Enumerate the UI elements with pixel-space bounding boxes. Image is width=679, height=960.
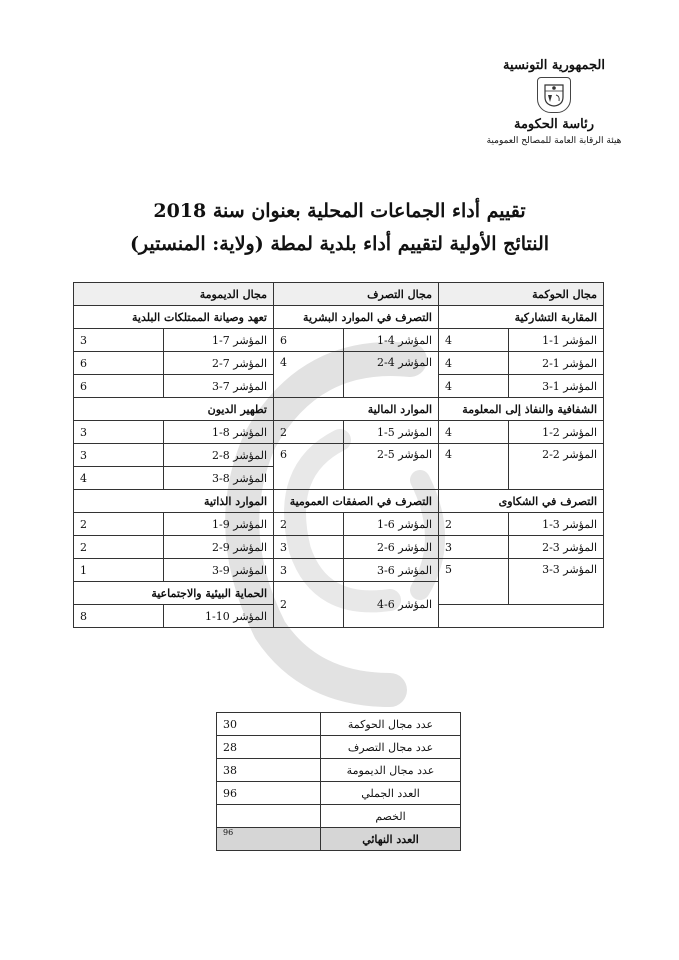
- indicator-value: 6: [74, 375, 164, 398]
- score-value: 28: [217, 736, 321, 759]
- indicator-label: المؤشر 3-1: [509, 513, 604, 536]
- indicator-value: 4: [274, 352, 344, 398]
- indicator-label: المؤشر 9-3: [164, 559, 274, 582]
- indicator-label: المؤشر 10-1: [164, 605, 274, 628]
- indicator-label: المؤشر 9-1: [164, 513, 274, 536]
- indicator-value: 3: [439, 536, 509, 559]
- indicator-value: 4: [439, 329, 509, 352]
- indicator-label: المؤشر 4-2: [344, 352, 439, 398]
- indicator-value: 2: [274, 421, 344, 444]
- indicator-value: 4: [439, 352, 509, 375]
- section-participatory: المقاربة التشاركية: [439, 306, 604, 329]
- indicator-label: المؤشر 3-3: [509, 559, 604, 605]
- indicator-value: 8: [74, 605, 164, 628]
- score-label: عدد مجال الحوكمة: [321, 713, 461, 736]
- indicator-label: المؤشر 6-2: [344, 536, 439, 559]
- score-label: الخصم: [321, 805, 461, 828]
- score-value: 38: [217, 759, 321, 782]
- indicator-label: المؤشر 7-2: [164, 352, 274, 375]
- final-score-value: 96: [217, 828, 321, 851]
- section-hr: التصرف في الموارد البشرية: [274, 306, 439, 329]
- indicator-value: 4: [439, 375, 509, 398]
- score-summary-table: [216, 712, 461, 851]
- indicator-value: 6: [274, 444, 344, 490]
- section-debt: تطهير الديون: [74, 398, 274, 421]
- indicator-label: المؤشر 2-1: [509, 421, 604, 444]
- indicator-label: المؤشر 5-1: [344, 421, 439, 444]
- section-transparency: الشفافية والنفاذ إلى المعلومة: [439, 398, 604, 421]
- indicator-value: 2: [74, 513, 164, 536]
- domain-governance-header: مجال الحوكمة: [439, 283, 604, 306]
- indicator-value: 3: [74, 421, 164, 444]
- indicator-value: 2: [74, 536, 164, 559]
- indicator-value: 4: [74, 467, 164, 490]
- indicator-value: 5: [439, 559, 509, 605]
- page-subtitle: النتائج الأولية لتقييم أداء بلدية لمطة (ولاية: المنستير): [129, 233, 550, 255]
- tunisia-emblem-icon: [537, 77, 571, 113]
- indicator-label: المؤشر 6-3: [344, 559, 439, 582]
- indicator-value: 1: [74, 559, 164, 582]
- indicator-label: المؤشر 1-3: [509, 375, 604, 398]
- indicator-label: المؤشر 1-1: [509, 329, 604, 352]
- indicator-value: 4: [439, 421, 509, 444]
- indicator-label: المؤشر 2-2: [509, 444, 604, 490]
- indicator-value: 2: [439, 513, 509, 536]
- indicator-label: المؤشر 6-1: [344, 513, 439, 536]
- section-procurement: التصرف في الصفقات العمومية: [274, 490, 439, 513]
- empty-cell: [439, 605, 604, 628]
- domain-sustainability-header: مجال الديمومة: [74, 283, 274, 306]
- domain-spending-header: مجال التصرف: [274, 283, 439, 306]
- score-label: العدد الجملي: [321, 782, 461, 805]
- score-label: عدد مجال التصرف: [321, 736, 461, 759]
- letterhead: [469, 58, 639, 146]
- indicator-value: 3: [74, 444, 164, 467]
- indicator-label: المؤشر 8-2: [164, 444, 274, 467]
- agency-name: هيئة الرقابة العامة للمصالح العمومية: [486, 136, 622, 146]
- score-value: [217, 805, 321, 828]
- indicator-value: 4: [439, 444, 509, 490]
- indicator-label: المؤشر 8-3: [164, 467, 274, 490]
- government-name: رئاسة الحكومة: [513, 117, 595, 132]
- section-own-resources: الموارد الذاتية: [74, 490, 274, 513]
- indicator-value: 2: [274, 582, 344, 628]
- indicator-label: المؤشر 7-3: [164, 375, 274, 398]
- indicator-label: المؤشر 1-2: [509, 352, 604, 375]
- indicator-value: 2: [274, 513, 344, 536]
- indicator-label: المؤشر 3-2: [509, 536, 604, 559]
- section-maintenance: تعهد وصيانة الممتلكات البلدية: [74, 306, 274, 329]
- results-table: [73, 282, 604, 628]
- indicator-label: المؤشر 8-1: [164, 421, 274, 444]
- score-label: عدد مجال الديمومة: [321, 759, 461, 782]
- indicator-value: 3: [274, 559, 344, 582]
- final-score-label: العدد النهائي: [321, 828, 461, 851]
- indicator-label: المؤشر 9-2: [164, 536, 274, 559]
- indicator-label: المؤشر 6-4: [344, 582, 439, 628]
- score-value: 96: [217, 782, 321, 805]
- section-complaints: التصرف في الشكاوى: [439, 490, 604, 513]
- indicator-label: المؤشر 4-1: [344, 329, 439, 352]
- section-financial: الموارد المالية: [274, 398, 439, 421]
- page-title: تقييم أداء الجماعات المحلية بعنوان سنة 2018: [153, 200, 526, 222]
- score-value: 30: [217, 713, 321, 736]
- republic-name: الجمهورية التونسية: [503, 58, 605, 73]
- indicator-label: المؤشر 5-2: [344, 444, 439, 490]
- section-environment: الحماية البيئية والاجتماعية: [74, 582, 274, 605]
- indicator-value: 6: [74, 352, 164, 375]
- indicator-value: 6: [274, 329, 344, 352]
- indicator-value: 3: [274, 536, 344, 559]
- indicator-label: المؤشر 7-1: [164, 329, 274, 352]
- indicator-value: 3: [74, 329, 164, 352]
